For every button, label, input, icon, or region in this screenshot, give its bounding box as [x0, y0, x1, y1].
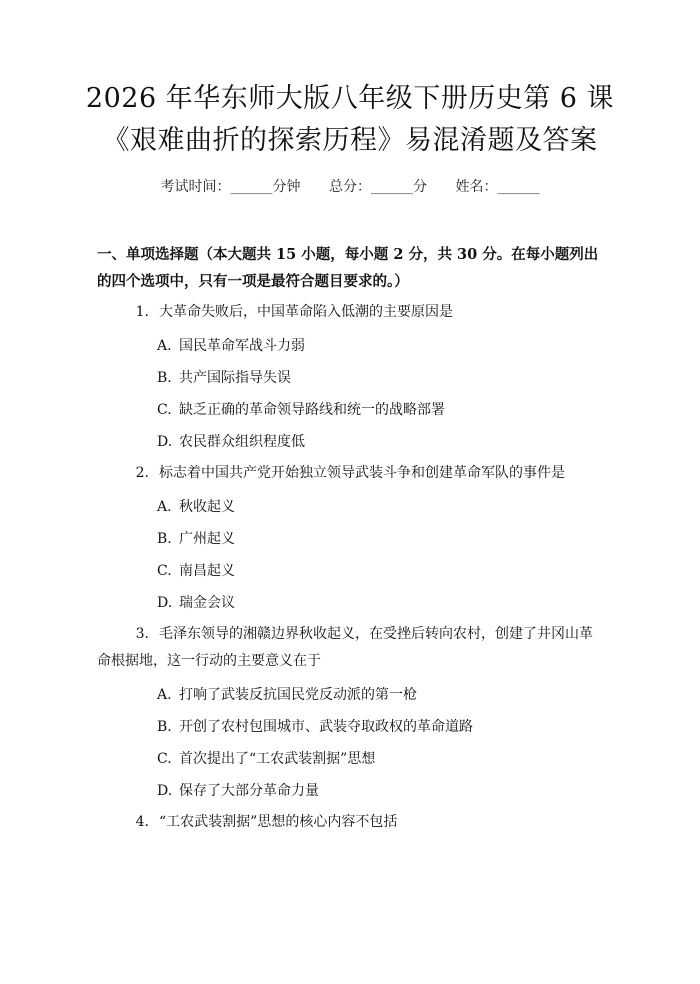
option-b — [157, 711, 605, 743]
option-letter: C. — [157, 751, 172, 767]
option-letter: C. — [157, 563, 172, 579]
question-stem — [97, 621, 605, 675]
student-name-field: 姓名：______ — [455, 179, 540, 195]
document-title — [0, 79, 700, 161]
exam-time-field: 考试时间：______分钟 — [160, 179, 301, 195]
question-number: 4. — [135, 814, 149, 830]
question-text: 标志着中国共产党开始独立领导武装斗争和创建革命军队的事件是 — [159, 465, 565, 481]
option-list — [157, 330, 605, 458]
question-text: “工农武装割据”思想的核心内容不包括 — [159, 814, 398, 830]
question-text: 大革命失败后，中国革命陷入低潮的主要原因是 — [159, 304, 453, 320]
option-list — [157, 679, 605, 807]
option-c — [157, 743, 605, 775]
option-text: 保存了大部分革命力量 — [179, 783, 319, 799]
option-text: 共产国际指导失误 — [179, 370, 291, 386]
option-c — [157, 394, 605, 426]
option-text: 开创了农村包围城市、武装夺取政权的革命道路 — [179, 719, 473, 735]
exam-page — [0, 79, 700, 984]
option-d — [157, 775, 605, 807]
option-text: 秋收起义 — [179, 499, 235, 515]
question-stem — [97, 299, 605, 326]
option-letter: A. — [157, 338, 172, 354]
option-text: 广州起义 — [179, 531, 235, 547]
question-stem — [97, 460, 605, 487]
option-a — [157, 679, 605, 711]
option-letter: B. — [157, 719, 172, 735]
option-d — [157, 426, 605, 458]
option-text: 瑞金会议 — [179, 595, 235, 611]
question-number: 1. — [135, 304, 149, 320]
question-text: 毛泽东领导的湘赣边界秋收起义，在受挫后转向农村，创建了井冈山革命根据地，这一行动的主要意义在于 — [97, 626, 593, 669]
option-d — [157, 587, 605, 619]
option-letter: B. — [157, 531, 172, 547]
option-letter: C. — [157, 402, 172, 418]
option-text: 打响了武装反抗国民党反动派的第一枪 — [179, 687, 417, 703]
option-letter: A. — [157, 499, 172, 515]
option-letter: A. — [157, 687, 172, 703]
option-b — [157, 523, 605, 555]
option-text: 国民革命军战斗力弱 — [179, 338, 305, 354]
question-number: 2. — [135, 465, 149, 481]
question-number: 3. — [135, 626, 149, 642]
question-stem — [97, 809, 605, 836]
option-text: 缺乏正确的革命领导路线和统一的战略部署 — [179, 402, 445, 418]
title-line-1: 2026 年华东师大版八年级下册历史第 6 课 — [85, 83, 615, 114]
option-text: 农民群众组织程度低 — [179, 434, 305, 450]
option-letter: D. — [157, 434, 173, 450]
option-b — [157, 362, 605, 394]
option-c — [157, 555, 605, 587]
question-4 — [97, 809, 605, 836]
option-a — [157, 330, 605, 362]
option-a — [157, 491, 605, 523]
option-letter: D. — [157, 783, 173, 799]
section-heading: 一、单项选择题（本大题共 15 小题，每小题 2 分，共 30 分。在每小题列出的四个选项中，只有一项是最符合题目要求的。） — [97, 246, 599, 290]
option-list — [157, 491, 605, 619]
option-text: 南昌起义 — [179, 563, 235, 579]
question-2 — [97, 460, 605, 619]
question-3 — [97, 621, 605, 807]
exam-meta — [0, 176, 700, 196]
question-1 — [97, 299, 605, 458]
option-letter: B. — [157, 370, 172, 386]
title-line-2: 《艰难曲折的探索历程》易混淆题及答案 — [102, 125, 598, 156]
total-score-field: 总分：______分 — [329, 179, 427, 195]
option-text: 首次提出了“工农武装割据”思想 — [179, 751, 376, 767]
option-letter: D. — [157, 595, 173, 611]
